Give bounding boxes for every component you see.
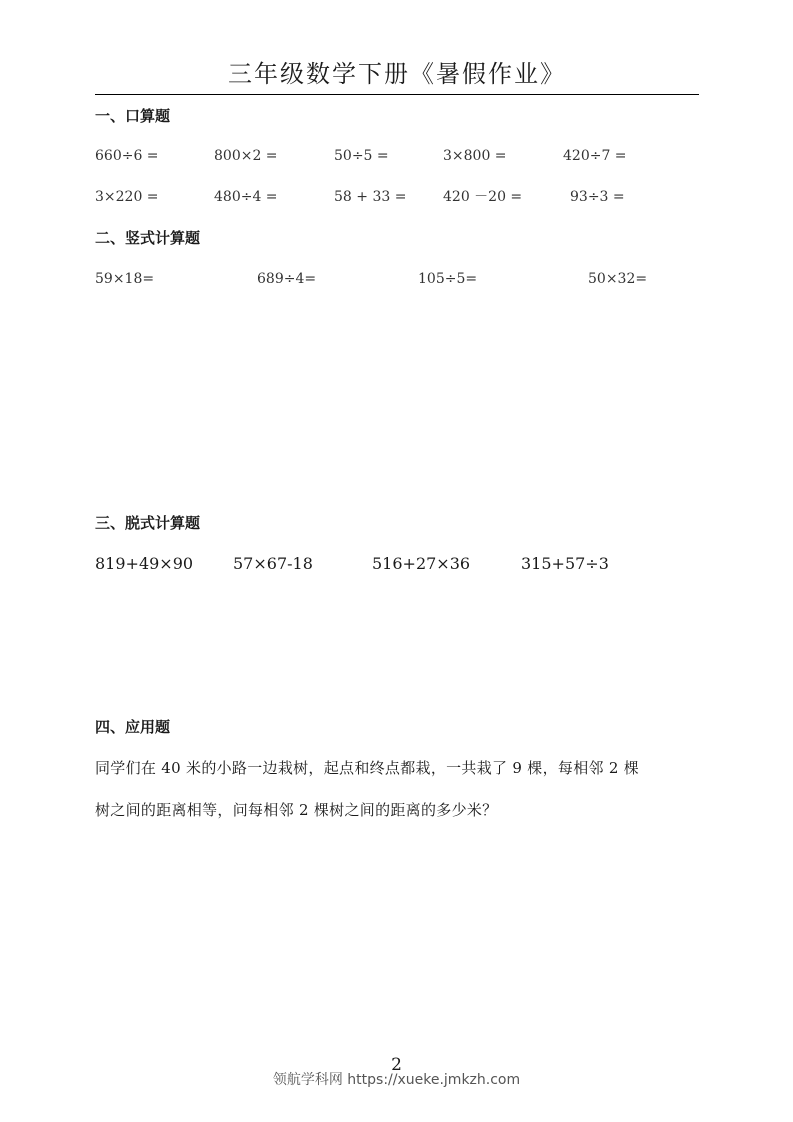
stepwise-calc-problem: 57×67-18 [233, 554, 313, 573]
stepwise-calc-problem: 819+49×90 [95, 554, 194, 573]
stepwise-calc-problem: 315+57÷3 [521, 554, 609, 573]
vertical-calc-problem: 689÷4= [257, 271, 317, 287]
vertical-calc-problem: 59×18= [95, 271, 155, 287]
oral-problem: 420÷7 = [563, 148, 627, 164]
oral-problem: 800×2 = [214, 148, 278, 164]
word-problem-line: 树之间的距离相等，问每相邻 2 棵树之间的距离的多少米？ [95, 801, 498, 819]
stepwise-calc-problem: 516+27×36 [372, 554, 471, 573]
oral-problem: 3×220 = [95, 189, 159, 205]
section-heading-word-problem: 四、应用题 [95, 718, 171, 736]
oral-problem: 480÷4 = [214, 189, 278, 205]
vertical-calc-problem: 105÷5= [418, 271, 478, 287]
section-heading-stepwise-calc: 三、脱式计算题 [95, 514, 201, 532]
vertical-calc-problem: 50×32= [588, 271, 648, 287]
word-problem-line: 同学们在 40 米的小路一边栽树，起点和终点都栽，一共栽了 9 棵，每相邻 2 棵 [95, 759, 640, 777]
footer-watermark: 领航学科网 https://xueke.jmkzh.com [272, 1072, 521, 1088]
oral-problem: 50÷5 = [334, 148, 389, 164]
oral-problem: 660÷6 = [95, 148, 159, 164]
section-heading-vertical-calc: 二、竖式计算题 [95, 229, 201, 247]
oral-problem: 420 －20 = [443, 189, 523, 205]
title-underline [95, 94, 699, 95]
page-title: 三年级数学下册《暑假作业》 [228, 60, 566, 88]
oral-problem: 3×800 = [443, 148, 507, 164]
section-heading-oral-calc: 一、口算题 [95, 107, 171, 125]
page-number: 2 [391, 1055, 402, 1075]
oral-problem: 58 + 33 = [334, 189, 407, 205]
oral-problem: 93÷3 = [570, 189, 625, 205]
